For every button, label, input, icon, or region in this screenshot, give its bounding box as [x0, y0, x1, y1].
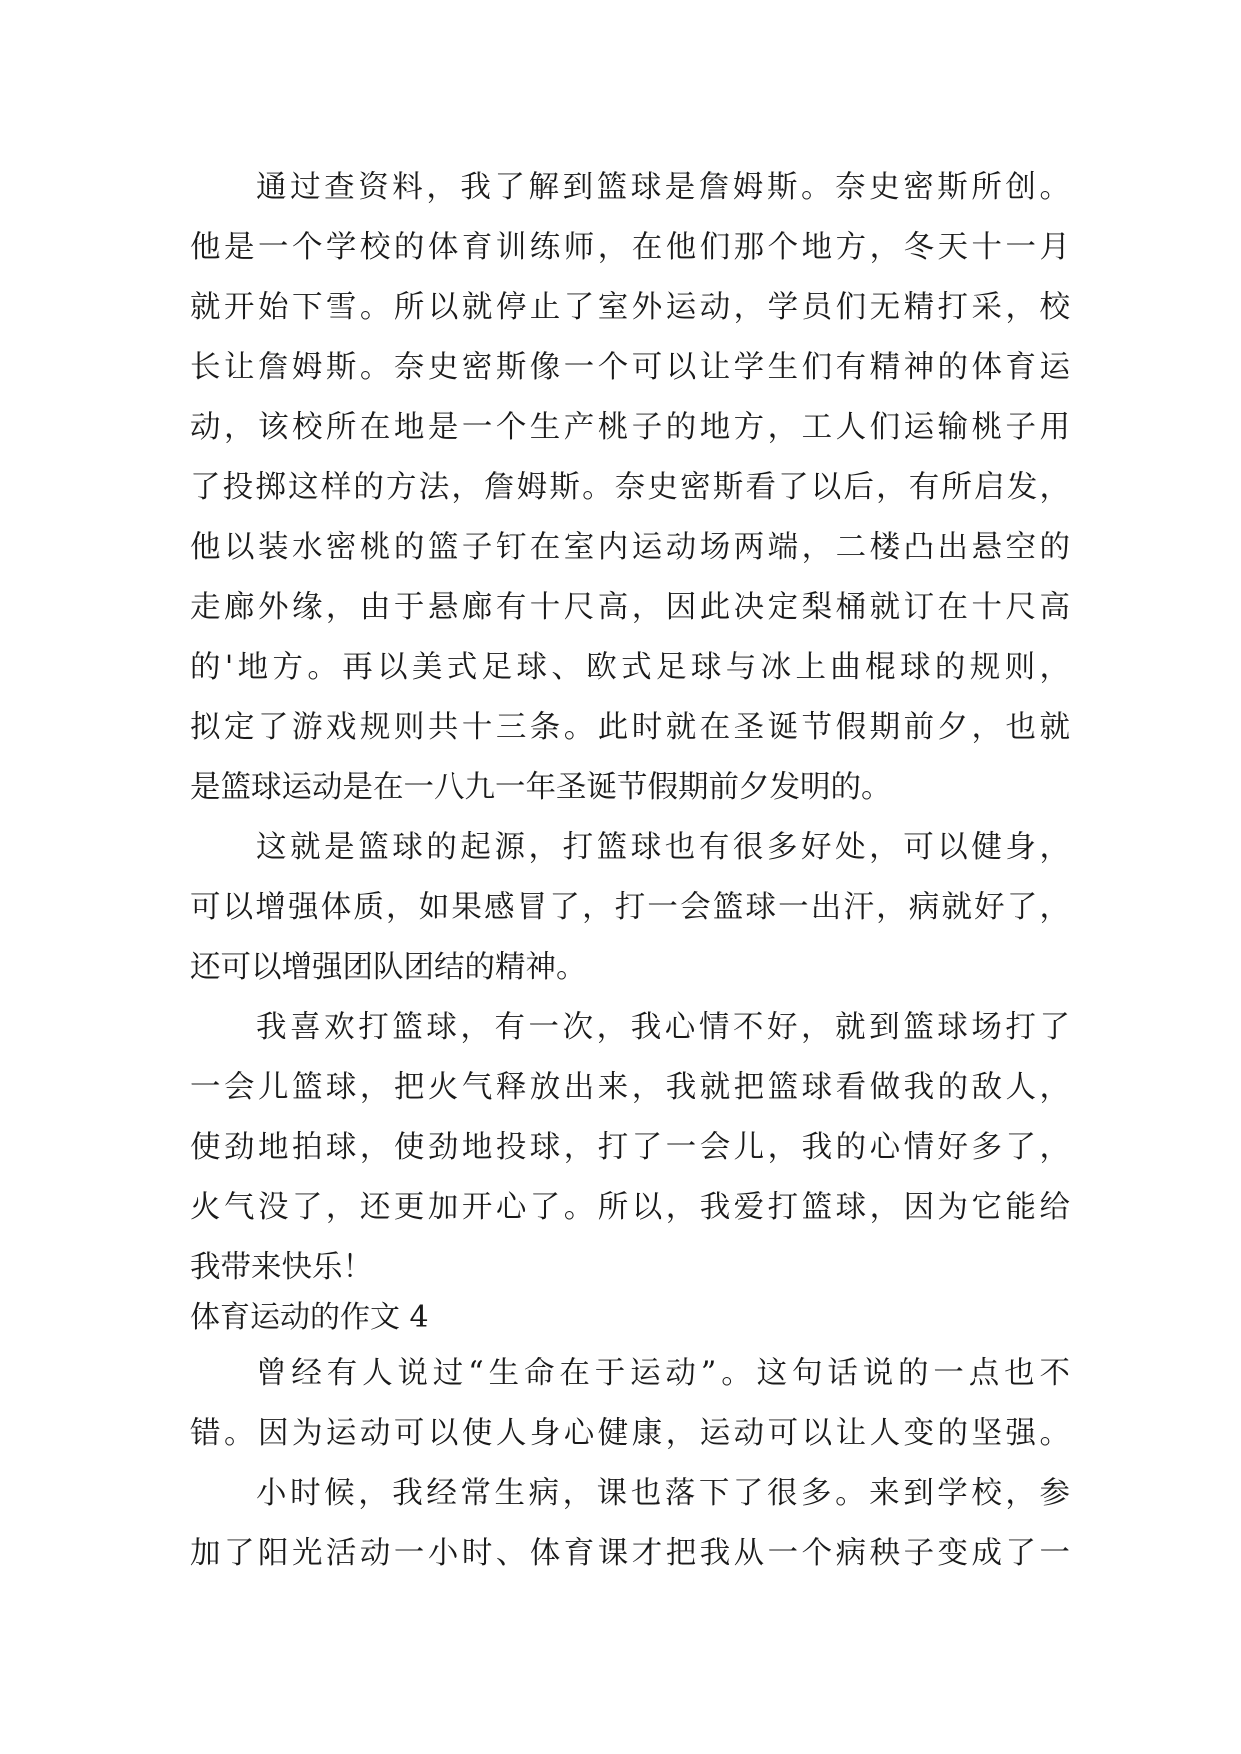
text-line: 长让詹姆斯。奈史密斯像一个可以让学生们有精神的体育运 — [190, 350, 1070, 385]
paragraph — [190, 158, 1070, 818]
paragraph — [190, 998, 1070, 1298]
text-line: 一会儿篮球，把火气释放出来，我就把篮球看做我的敌人， — [190, 1070, 1070, 1105]
text-line: 拟定了游戏规则共十三条。此时就在圣诞节假期前夕，也就 — [190, 710, 1070, 745]
paragraph — [190, 818, 1070, 998]
text-line: 可以增强体质，如果感冒了，打一会篮球一出汗，病就好了， — [190, 890, 1070, 925]
text-line: 就开始下雪。所以就停止了室外运动，学员们无精打采，校 — [190, 290, 1070, 325]
paragraph — [190, 1344, 1070, 1464]
text-line: 我带来快乐！ — [190, 1250, 373, 1285]
text-line: 曾经有人说过“生命在于运动”。这句话说的一点也不 — [256, 1356, 1070, 1391]
text-line: 的'地方。再以美式足球、欧式足球与冰上曲棍球的规则， — [190, 650, 1070, 685]
text-line: 他是一个学校的体育训练师，在他们那个地方，冬天十一月 — [190, 230, 1070, 265]
text-line: 动，该校所在地是一个生产桃子的地方，工人们运输桃子用 — [190, 410, 1070, 445]
text-line: 错。因为运动可以使人身心健康，运动可以让人变的坚强。 — [190, 1416, 1070, 1451]
section-title: 体育运动的作文 4 — [190, 1300, 429, 1335]
text-line: 是篮球运动是在一八九一年圣诞节假期前夕发明的。 — [190, 770, 892, 805]
text-line: 我喜欢打篮球，有一次，我心情不好，就到篮球场打了 — [256, 1010, 1070, 1045]
text-line: 使劲地拍球，使劲地投球，打了一会儿，我的心情好多了， — [190, 1130, 1070, 1165]
text-line: 通过查资料，我了解到篮球是詹姆斯。奈史密斯所创。 — [256, 170, 1070, 205]
text-line: 走廊外缘，由于悬廊有十尺高，因此决定梨桶就订在十尺高 — [190, 590, 1070, 625]
text-line: 这就是篮球的起源，打篮球也有很多好处，可以健身， — [256, 830, 1070, 865]
text-line: 了投掷这样的方法，詹姆斯。奈史密斯看了以后，有所启发， — [190, 470, 1070, 505]
text-line: 他以装水密桃的篮子钉在室内运动场两端，二楼凸出悬空的 — [190, 530, 1070, 565]
paragraph — [190, 1464, 1070, 1584]
text-line: 小时候，我经常生病，课也落下了很多。来到学校，参 — [256, 1476, 1070, 1511]
text-line: 加了阳光活动一小时、体育课才把我从一个病秧子变成了一 — [190, 1536, 1070, 1571]
document-body — [190, 158, 1070, 1584]
text-line: 火气没了，还更加开心了。所以，我爱打篮球，因为它能给 — [190, 1190, 1070, 1225]
text-line: 还可以增强团队团结的精神。 — [190, 950, 587, 985]
